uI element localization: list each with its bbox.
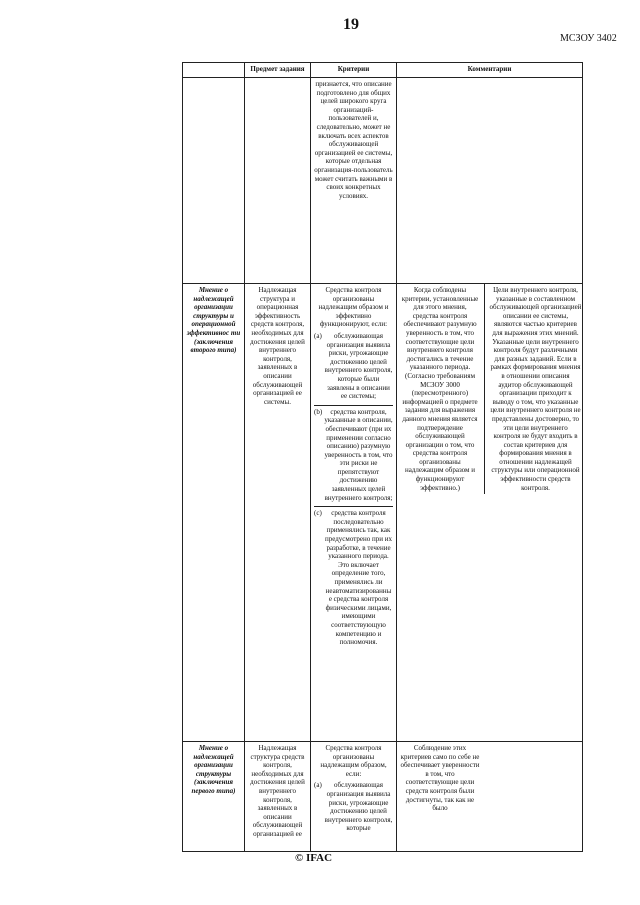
- criteria-item: [314, 405, 393, 503]
- document-code: МСЗОУ 3402: [560, 33, 617, 44]
- comment-text: Цели внутреннего контроля, указанные в составленном обслуживающей организацией описании ее системы, являются частью критериев для выражения этих мнений. Указанные цели внутреннего контроля будут различными для разных заданий. Если в рамках формирования мнения в отношении описания аудитор обслуживающей организации приходит к выводу о том, что указанные цели внутреннего контроля не представлены достоверно, то эти цели внутреннего контроля не будут входить в состав критериев для формирования мнения в отношении надлежащей структуры или операционной эффективности средств контроля.: [484, 284, 582, 494]
- comment-text: Когда соблюдены критерии, установленные для этого мнения, средства контроля обеспечивают разумную уверенность в том, что соответствующие цели внутреннего контроля достигались в течение указанного периода. (Согласно требованиям МСЗОУ 3000 (пересмотренного) информацией о предмете задания для выражения данного мнения является подтверждение обслуживающей организации о том, что средства контроля организованы надлежащим образом и функционируют эффективно.): [401, 286, 479, 492]
- criteria-item: [314, 506, 393, 647]
- item-text: средства контроля последовательно применялись так, как предусмотрено при их разработке, в течение указанного периода. Это включает определение того, применялись ли неавтоматизированны е средства контроля физическими лицами, имеющими соответствующую компетенцию и полномочия.: [324, 509, 392, 647]
- item-marker: (a): [314, 331, 322, 340]
- comment-text: Соблюдение этих критериев само по себе не обеспечивает уверенности в том, что соответствующие цели средств контроля были достигнуты, так как не было: [400, 744, 480, 813]
- column-header-type: [183, 63, 245, 78]
- item-text: обслуживающая организация выявила риски, угрожающие достижению целей внутреннего контроля, которые были заявлены в описании ее системы;: [324, 331, 393, 401]
- opinion-type-cell: Мнение о надлежащей организации структуры (заключения первого типа): [183, 742, 245, 852]
- table-row: [183, 78, 583, 284]
- criteria-table: [182, 62, 583, 852]
- subject-cell: Надлежащая структура и операционная эффективность средств контроля, необходимых для достижения целей внутреннего контроля, заявленных в описании обслуживающей организацией ее системы.: [245, 284, 311, 742]
- column-header-comments: Комментарии: [397, 63, 583, 78]
- criteria-item: [314, 781, 393, 833]
- table-header-row: [183, 63, 583, 78]
- page-number: 19: [343, 16, 359, 33]
- cell-empty: [245, 78, 311, 284]
- criteria-item: [314, 332, 393, 401]
- table-row: [183, 284, 583, 742]
- comments-cell: [397, 742, 583, 852]
- item-text: обслуживающая организация выявила риски, угрожающие достижению целей внутреннего контроля, которые: [324, 781, 393, 833]
- table-row: [183, 742, 583, 852]
- column-header-criteria: Критерии: [311, 63, 397, 78]
- criteria-cell: [311, 284, 397, 742]
- subject-cell: Надлежащая структура средств контроля, необходимых для достижения целей внутреннего контроля, заявленных в описании обслуживающей организацией ее: [245, 742, 311, 852]
- footer-copyright: © IFAC: [295, 852, 333, 864]
- cell-empty: [397, 78, 583, 284]
- cell-empty: [183, 78, 245, 284]
- item-marker: (b): [314, 407, 323, 416]
- criteria-cell: [311, 742, 397, 852]
- criteria-intro: Средства контроля организованы надлежащим образом и эффективно функционируют, если:: [318, 286, 389, 329]
- opinion-type-cell: Мнение о надлежащей организации структуры и операционной эффективнос ти (заключения второго типа): [183, 284, 245, 742]
- item-text: средства контроля, указанные в описании, обеспечивают (при их применении согласно описанию) разумную уверенность в том, что эти риски не препятствуют достижению заявленных целей внутреннего контроля;: [324, 407, 393, 502]
- item-marker: (a): [314, 781, 322, 790]
- item-marker: (c): [314, 509, 322, 518]
- criteria-intro: Средства контроля организованы надлежащим образом, если:: [320, 744, 387, 778]
- comments-cell: [397, 284, 583, 742]
- criteria-cell: признается, что описание подготовлено для общих целей широкого круга организаций-пользователей и, следовательно, может не включать всех аспектов обслуживающей организацией ее системы, которые отдельная организация-пользователь может считать важными в своих конкретных условиях.: [311, 78, 397, 284]
- column-header-subject: Предмет задания: [245, 63, 311, 78]
